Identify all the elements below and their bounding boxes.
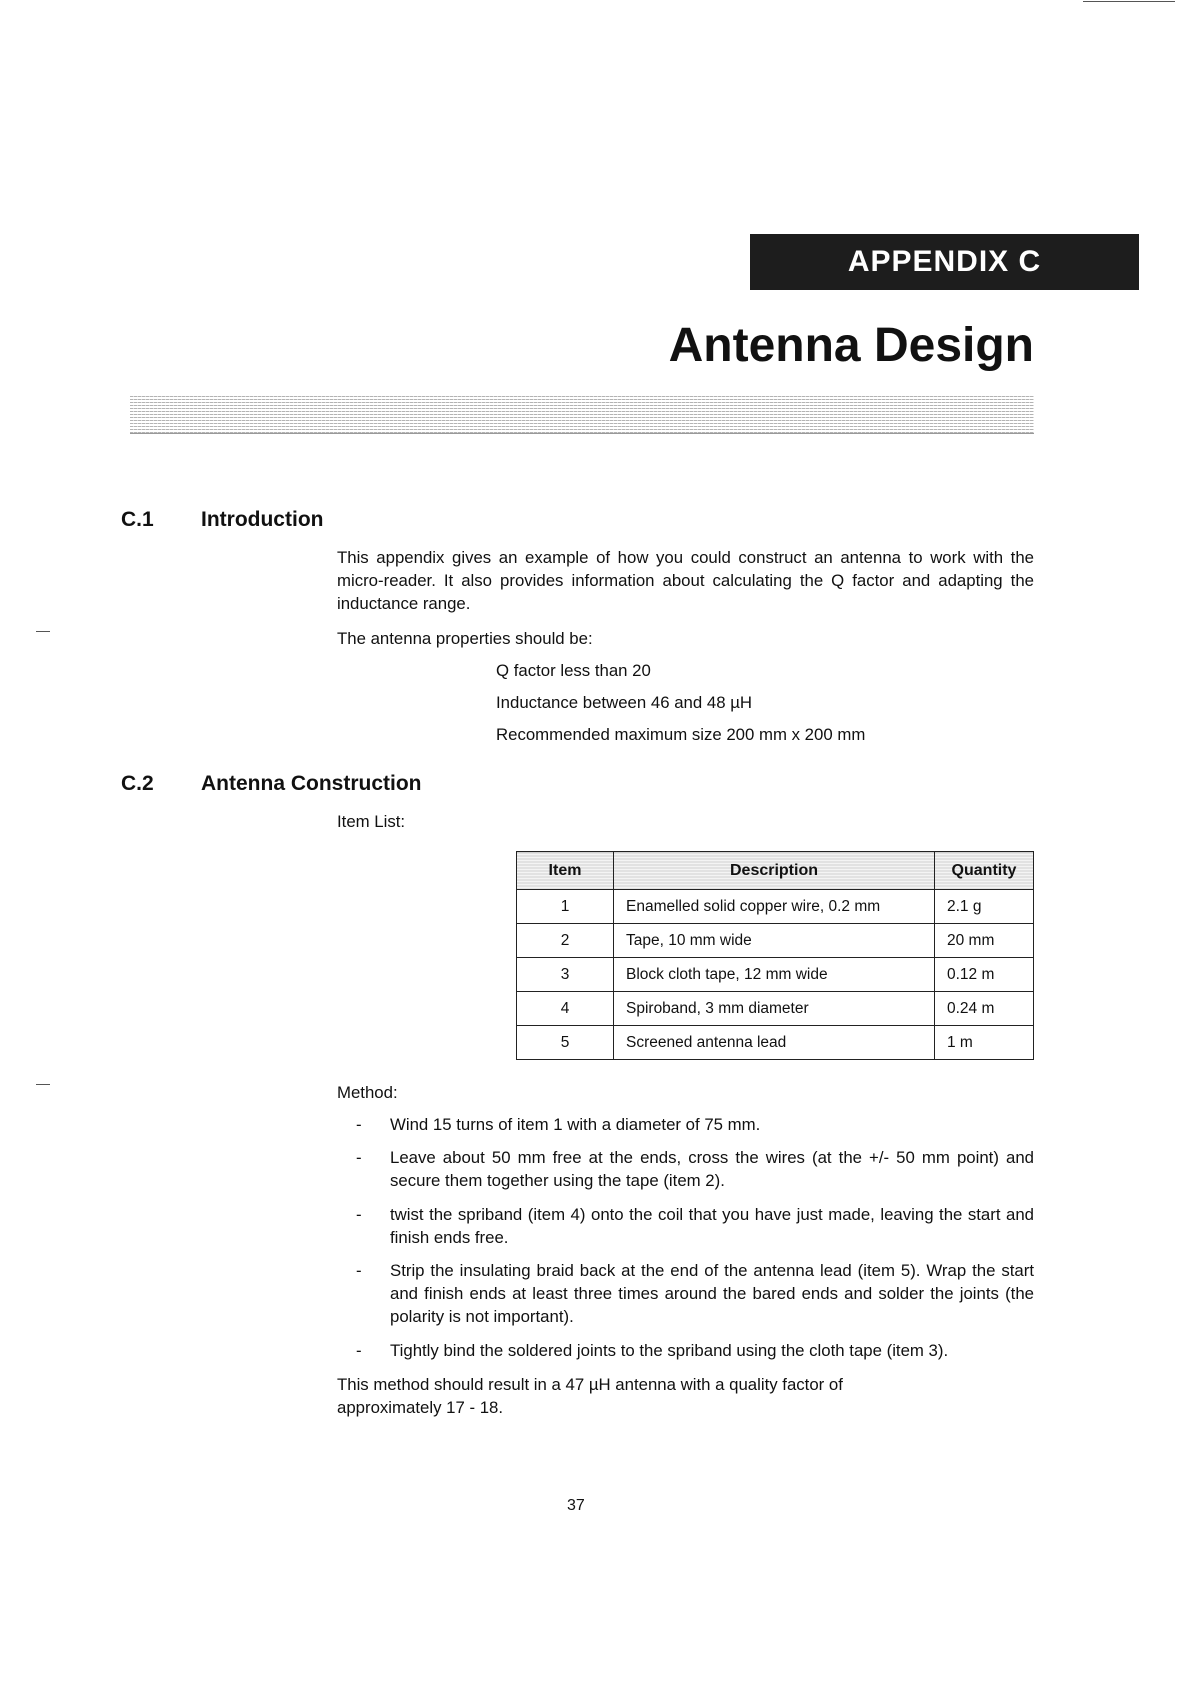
method-step [356, 1203, 1034, 1249]
method-step [356, 1113, 1034, 1136]
cell-item: 1 [517, 890, 614, 924]
method-step-text: Wind 15 turns of item 1 with a diameter of 75 mm. [390, 1115, 761, 1134]
property-item: Recommended maximum size 200 mm x 200 mm [496, 725, 866, 744]
cell-description: Spiroband, 3 mm diameter [614, 992, 935, 1026]
section-title-antenna-construction: Antenna Construction [201, 772, 422, 795]
method-step [356, 1339, 1034, 1362]
bullet-dash: - [356, 1115, 362, 1134]
margin-mark [36, 1084, 50, 1085]
bullet-dash: - [356, 1148, 362, 1167]
method-step [356, 1146, 1034, 1192]
properties-intro: The antenna properties should be: [337, 629, 593, 648]
cell-description: Block cloth tape, 12 mm wide [614, 958, 935, 992]
section-title-introduction: Introduction [201, 508, 324, 531]
table-row [517, 890, 1034, 924]
column-header-item: Item [517, 852, 614, 890]
item-table [516, 851, 1034, 1060]
decorative-hatch-band [130, 395, 1034, 433]
cell-quantity: 2.1 g [935, 890, 1034, 924]
method-step-text: Tightly bind the soldered joints to the spriband using the cloth tape (item 3). [390, 1341, 949, 1360]
cell-description: Screened antenna lead [614, 1026, 935, 1060]
column-header-quantity: Quantity [935, 852, 1034, 890]
table-row [517, 924, 1034, 958]
bullet-dash: - [356, 1205, 362, 1224]
method-step-text: twist the spriband (item 4) onto the coil that you have just made, leaving the start and finish ends free. [390, 1205, 1034, 1247]
method-label: Method: [337, 1083, 398, 1102]
cell-item: 5 [517, 1026, 614, 1060]
property-item: Inductance between 46 and 48 µH [496, 693, 752, 712]
table-row [517, 992, 1034, 1026]
section-number-c2: C.2 [121, 772, 154, 795]
cell-item: 4 [517, 992, 614, 1026]
margin-mark [36, 631, 50, 632]
cell-item: 2 [517, 924, 614, 958]
cell-quantity: 1 m [935, 1026, 1034, 1060]
appendix-banner [750, 234, 1139, 290]
table-row [517, 1026, 1034, 1060]
table-header-row [517, 852, 1034, 890]
decorative-hatch-underline [130, 433, 1034, 434]
page-title: Antenna Design [668, 319, 1034, 372]
item-list-label: Item List: [337, 812, 406, 831]
column-header-description: Description [614, 852, 935, 890]
method-step-text: Strip the insulating braid back at the end of the antenna lead (item 5). Wrap the start and finish ends at least three times around the bared ends and solder the joints (the polarity is not important). [390, 1261, 1034, 1326]
intro-paragraph: This appendix gives an example of how you could construct an antenna to work with the micro-reader. It also provides information about calculating the Q factor and adapting the inductance range. [337, 548, 1034, 613]
method-step-text: Leave about 50 mm free at the ends, cross the wires (at the +/- 50 mm point) and secure them together using the tape (item 2). [390, 1148, 1034, 1190]
property-item: Q factor less than 20 [496, 661, 651, 680]
cell-item: 3 [517, 958, 614, 992]
cell-description: Tape, 10 mm wide [614, 924, 935, 958]
page-number: 37 [567, 1497, 585, 1514]
cell-description: Enamelled solid copper wire, 0.2 mm [614, 890, 935, 924]
bullet-dash: - [356, 1261, 362, 1280]
top-edge-rule [1083, 1, 1175, 2]
cell-quantity: 0.24 m [935, 992, 1034, 1026]
appendix-label: APPENDIX C [847, 245, 1042, 278]
cell-quantity: 20 mm [935, 924, 1034, 958]
conclusion-paragraph: This method should result in a 47 µH antenna with a quality factor of approximately 17 - 18. [337, 1375, 843, 1417]
bullet-dash: - [356, 1341, 362, 1360]
method-step [356, 1259, 1034, 1328]
cell-quantity: 0.12 m [935, 958, 1034, 992]
table-row [517, 958, 1034, 992]
section-number-c1: C.1 [121, 508, 154, 531]
